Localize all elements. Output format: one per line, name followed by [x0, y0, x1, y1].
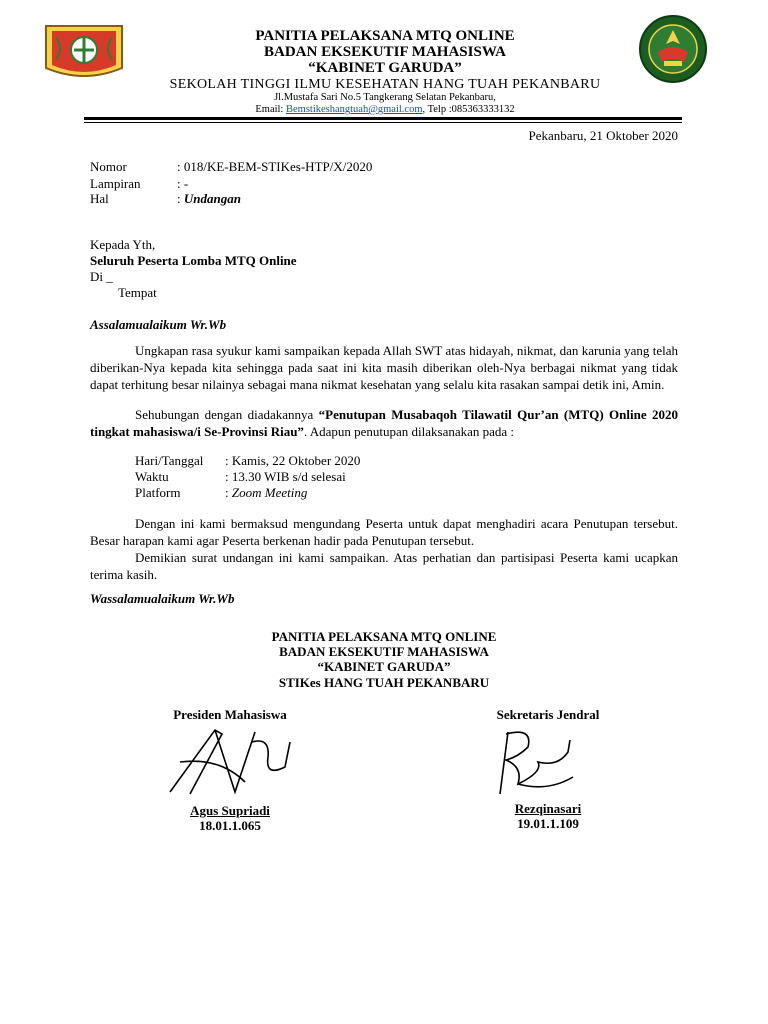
footer-committee: PANITIA PELAKSANA MTQ ONLINE	[271, 629, 497, 644]
schedule-label: Platform	[135, 485, 181, 500]
recipient-location: Di _	[90, 269, 113, 284]
signer-name: Rezqinasari	[514, 801, 582, 816]
footer-cabinet: “KABINET GARUDA”	[317, 659, 451, 674]
schedule-value: : Kamis, 22 Oktober 2020	[225, 453, 361, 468]
header-cabinet: “KABINET GARUDA”	[308, 60, 462, 76]
header-committee: PANITIA PELAKSANA MTQ ONLINE	[255, 28, 515, 44]
meta-label: Lampiran	[90, 176, 141, 191]
signature-role: Sekretaris Jendral	[496, 707, 600, 722]
meta-value: : 018/KE-BEM-STIKes-HTP/X/2020	[177, 159, 373, 174]
schedule-value: : Zoom Meeting	[225, 485, 308, 500]
meta-label: Nomor	[90, 159, 127, 174]
email-label: Email:	[255, 104, 284, 115]
phone-text: , Telp :085363333132	[422, 104, 515, 115]
schedule-label: Hari/Tanggal	[135, 453, 204, 468]
body-paragraph: Demikian surat undangan ini kami sampaikan. Atas perhatian dan partisipasi Peserta kami ucapkan terima kasih.	[90, 550, 678, 582]
email-link[interactable]: Bemstikeshangtuah@gmail.com	[285, 104, 423, 115]
header-organization: BADAN EKSEKUTIF MAHASISWA	[264, 44, 506, 60]
footer-organization: BADAN EKSEKUTIF MAHASISWA	[279, 644, 489, 659]
recipient-name: Seluruh Peserta Lomba MTQ Online	[90, 253, 297, 268]
signature-role: Presiden Mahasiswa	[173, 707, 287, 722]
body-paragraph: Ungkapan rasa syukur kami sampaikan kepada Allah SWT atas hidayah, nikmat, dan karunia yang telah diberikan-Nya kepada kita sehingga pada saat ini kita masih diberikan oleh-Nya berbagai nikmat yang tidak dapat terhitung besar nilainya sebagai mana nikmat kesehatan yang selalu kita rasakan sampai detik ini, Amin.	[90, 343, 678, 392]
schedule-label: Waktu	[135, 469, 169, 484]
header-rule	[84, 117, 682, 120]
event-schedule	[0, 452, 768, 504]
header-contact	[140, 103, 630, 116]
bem-logo	[634, 14, 712, 84]
body-paragraph: Dengan ini kami bermaksud mengundang Peserta untuk dapat menghadiri acara Penutupan tersebut. Besar harapan kami agar Peserta berkenan hadir pada Penutupan tersebut.	[90, 516, 678, 548]
header-address: Jl.Mustafa Sari No.5 Tangkerang Selatan Pekanbaru,	[274, 92, 496, 103]
meta-label: Hal	[90, 191, 109, 206]
recipient-salutation: Kepada Yth,	[90, 237, 156, 252]
schedule-value: : 13.30 WIB s/d selesai	[225, 469, 346, 484]
greeting: Assalamualaikum Wr.Wb	[90, 317, 227, 332]
footer-institution: STIKes HANG TUAH PEKANBARU	[278, 675, 490, 690]
body-paragraph: Sehubungan dengan diadakannya “Penutupan Musabaqoh Tilawatil Qur’an (MTQ) Online 2020 tingkat mahasiswa/i Se-Provinsi Riau”. Adapun penutupan dilaksanakan pada :	[90, 407, 678, 439]
campus-logo	[36, 18, 132, 82]
signature-president	[160, 722, 300, 800]
signer-id: 18.01.1.065	[199, 818, 261, 833]
meta-value: : Undangan	[177, 191, 241, 206]
signer-name: Agus Supriadi	[190, 803, 270, 818]
header-rule-thin	[84, 122, 682, 123]
header-institution: SEKOLAH TINGGI ILMU KESEHATAN HANG TUAH PEKANBARU	[169, 77, 601, 92]
meta-value: : -	[177, 176, 189, 191]
letter-meta	[0, 158, 768, 210]
closing-greeting: Wassalamualaikum Wr.Wb	[90, 591, 235, 606]
letter-date: Pekanbaru, 21 Oktober 2020	[528, 128, 678, 143]
signature-secretary	[488, 722, 578, 800]
signer-id: 19.01.1.109	[517, 816, 579, 831]
recipient-place: Tempat	[118, 285, 157, 300]
